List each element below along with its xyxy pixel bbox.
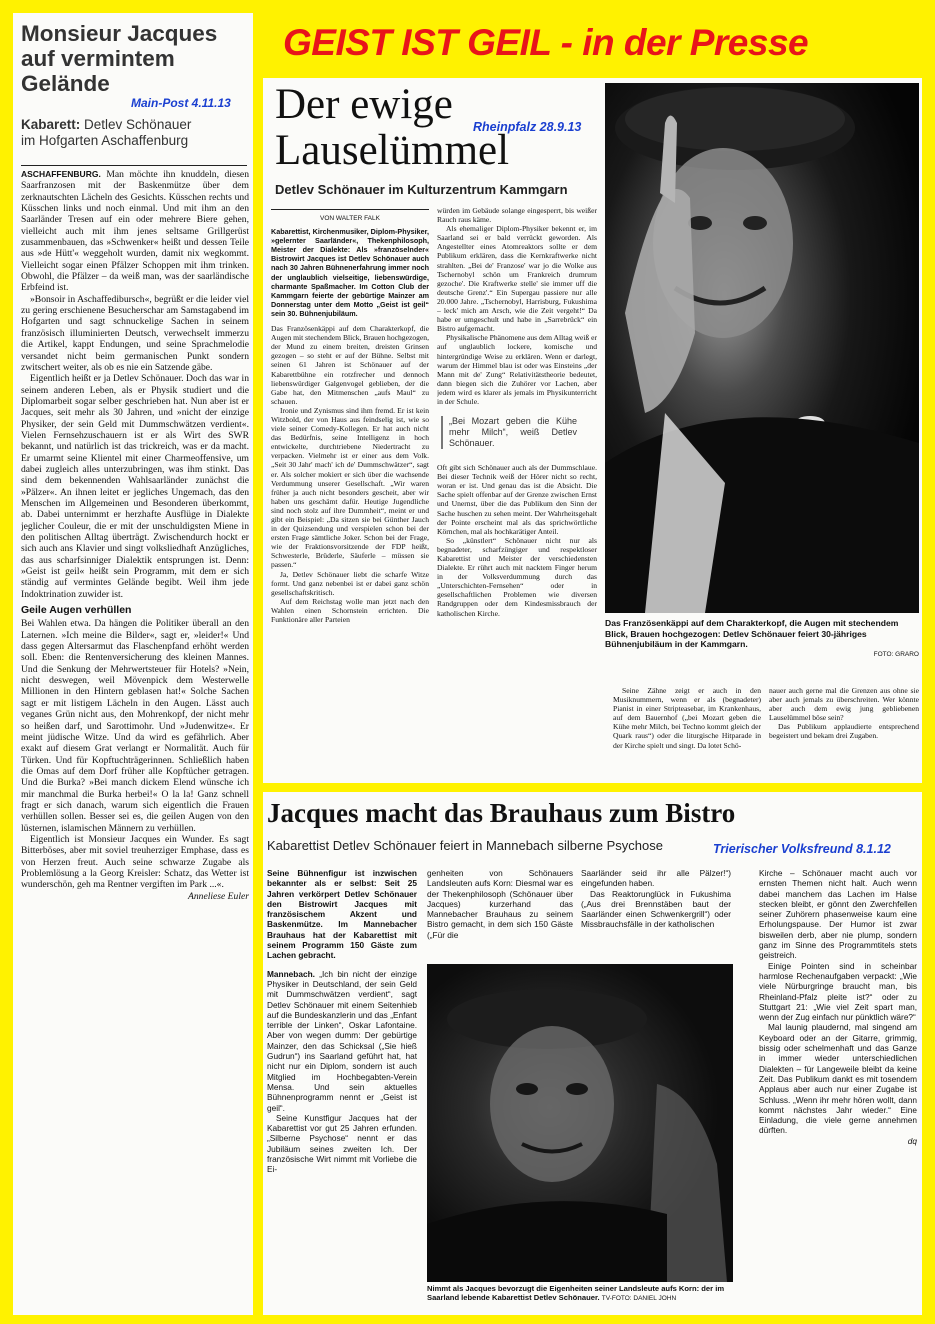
- rheinpfalz-column-2: würden im Gebäude solange eingesperrt, bis weißer Rauch raus käme. Als ehemaliger Diplom-Physiker bekennt er, im Saarland sei er bald verrückt geworden. Als Angestellter eines Atomreaktors sollte er dem Publikum erklären, dass die Kernkraftwerke nicht strahlten. „Bei de' Franzose' war jo die Wolke aus Tschernobyl schön um Frankreich drumrum gezoche'. Die Kraftwerke stelle' sie immer uff die deutsche Grenz'.“ Ein Supergau passiere nur alle 20.000 Jahre. „Tschernobyl, Harrisburg, Fukushima – leck' mich am Arsch, wie die Zeit vergeht!“ Da habe er umgeschult und habe in „Sarrebrück“ ein Bistro aufgemacht. Physikalische Phänomene aus dem Alltag weiß er auf unglaublich lockere, komische und hintergründige Weise zu erklären. Wenn er darlegt, warum der Himmel blau ist oder was Einsteins „der Mann mit de' Zung“ Relativitätstheorie bedeutet, dann biegen sich die Zuhörer vor Lachen, aber jedem wird es klarer als jemals im Physikunterricht in der Schule. „Bei Mozart geben die Kühe mehr Milch“, weiß Detlev Schönauer. Oft gibt sich Schönauer auch als der Dummschlaue. Bei dieser Technik weiß der Hörer nicht so recht, woran er ist. Und genau das ist die Absicht. Die Sache spielt offenbar auf der Grenze zwischen Ernst und Unernst, über die das Publikum den Sinn der Sache huschen zu sehen meint. Der Wahrheitsgehalt der Pointe erscheint mal als das sprichwörtliche Körnchen, mal als hochkarätiger Anteil. So „künstlert“ Schönauer nicht nur als begnadeter, scharfzüngiger und respektloser Kabarettist und Meister der verschiedensten Dialekte. Er rührt auch mit nacktem Finger herum in der Volksverdummung durch das „Unterschichten-Fernsehen“ oder in gesellschaftlichen Problemen wie diversen Randgruppen oder dem Kindesmissbrauch der katholischen Kirche.: [437, 206, 597, 618]
- rheinpfalz-article: [263, 78, 922, 783]
- mainpost-headline: Monsieur Jacques auf vermintem Gelände: [21, 21, 218, 96]
- rheinpfalz-photo: [605, 83, 919, 613]
- mainpost-author: Anneliese Euler: [187, 890, 249, 902]
- man-with-beret-image: [605, 83, 919, 613]
- rheinpfalz-caption: Das Französenkäppi auf dem Charakterkopf, die Augen mit stechendem Blick, Brauen hochgezogen: Detlev Schönauer feiert 30-jähriges Bühnenjubiläum in der Kammgarn. FOTO: GRARO: [605, 618, 919, 658]
- mainpost-subhead2: Geile Augen verhüllen: [21, 604, 132, 617]
- volksfreund-column-1: Seine Bühnenfigur ist inzwischen bekannter als er selbst: Seit 25 Jahren verkörpert Detlev Schönauer den Bistrowirt Jacques mit französischem Akzent und Baskenmütze. Im Mannebacher Brauhaus hat der Kabarettist mit seinem Programm 150 Gäste zum Lachen gebracht. Mannebach. „Ich bin nicht der einzige Physiker in Deutschland, der sein Geld mit Dummschwätzen verdient“, sagt Detlev Schönauer mit einem Seitenhieb auf die Bundeskanzlerin und das „Enfant terrible der Linken“, Oskar Lafontaine. Aber von wegen dumm: Der gebürtige Mainzer, den das Schicksal („Sie hieß Gudrun“) ins Saarland geführt hat, hat nicht nur ein Diplom, sondern ist auch Mitglied im Hochbegabten-Verein Mensa. Und sein aktuelles Bühnenprogramm nennt er „Geist ist geil“. Seine Kunstfigur Jacques hat der Kabarettist vor gut 25 Jahren erfunden. „Silberne Psychose“ nennt er das Jubiläum seines zweiten Ich. Der französische Wirt nimmt mit Vorliebe die Ei-: [267, 868, 417, 1175]
- volksfreund-column-2: genheiten von Schönauers Landsleuten aufs Korn: Diesmal war es der Thekenphilosoph (Schönauer über Jacques) kurzerhand das Mannebacher Brauhaus zu seinem Bistro gemacht, in dem sich 150 Gäste („Für die: [427, 868, 573, 940]
- mainpost-article: [13, 13, 253, 1315]
- mainpost-body: ASCHAFFENBURG. Man möchte ihn knuddeln, diesen Saarfranzosen mit der Baskenmütze über dem zerknautschten Lächeln des Gesichts. Küsschen rechts und Küsschen links und noch einmal. Und mit ihm an den Saarländer Tresen auf ein oder mehrere Biere gehen, vielleicht auch mit ihm jenes seltsame Grillgerüst zusammenbauen, das »Schwenker« heißt und dessen Teile aus »de Hütt'« weggeholt wurden, damit nix wegkommt. Vielleicht sogar einen Pfälzer Schoppen mit ihm trinken. Obwohl, die Pfälzer – da weiß man, was der saarländische Erbfeind ist. »Bonsoir in Aschaffedibursch«, begrüßt er die leider viel zu gering erschienene Besucherschar am Samstagabend im Hofgarten und sagt schnuckelige Sachen in seinem französisch illuminierten Deutsch, verwechselt immerzu die Artikel, kappt Endungen, und seine Sprachmelodie versandet nicht beim germanischen Punkt sondern zwitschert weiter, als ob es nie ein Satzende gäbe. Eigentlich heißt er ja Detlev Schönauer. Doch das war in seinem anderen Leben, als er Physik studiert und die Diplomarbeit sogar selber geschrieben hat. Nun aber ist er Jacques, seit mehr als 30 Jahren, und »nicht der einzige Physiker, der sein Geld mit Dummschwätzen verdient«. Vielen Fernsehzuschauern ist er als Wirt des SWR bekannt, und natürlich ist das trickreich, was er da macht. Er umarmt seine Klientel mit einer Charmeoffensive, um dabei zugleich alles unterzubringen, was ihm stinkt. Das sind dem bekennenden Wahlsaarländer zunächst die »Pälzer«. An ihnen leitet er jegliches Ungemach, das den Menschen im Allgemeinen und Besonderen überkommt, ab. Dabei unternimmt er herzhafte Ausflüge in Dialekte jeglicher Couleur, die er mit der unschuldigsten Miene in den politischen Alltag überträgt. Zwischendurch hockt er sich auch ans Klavier und singt volksliedhaft Anzügliches, das aus scharfsinniger Dialektik entsprungen ist. Denn: »Geist ist geil« heißt sein Programm, mit dem er sich ständig auf vermintes Gelände begibt. Weil ihm jede Indoktrination zuwider ist. Geile Augen verhüllen Bei Wahlen etwa. Da hängen die Politiker überall an den Laternen. »Ich meine die Bilder«, sagt er, »leider!« Und dass gegen Altersarmut das Flaschenpfand erhöht werden soll. Eben: die Rentenversicherung des kleinen Mannes. Und die Senkung der Mehrwertsteuer für Hotels? »Nein, nicht deswegen, weil Mövenpick dem Westerwelle Millionen in den Hintern geblasen hat!« Solche Sachen sagt er mit listigem Lächeln in den Augen. Lässt auch veganes Grün nicht aus, den Mohrenkopf, der nicht mehr so heißen darf, und Sarottimohr. Und »Judenwitze«. Er meint jüdische Witze. Und da wird es gefährlich. Aber exakt auf diesem Grat verlangt er Normalität. Auch für Türken. Und für Kopftuchträgerinnen. Schließlich haben die Omas auf dem Dorf früher alle Kopftücher getragen. Und die Burka? »Bei manch dickem Elend wünsche ich mir manchmal die Burka herbei!« O la la! Ganz schnell fragt er sich danach, warum sich eigentlich die Frauen verhüllen sollen. Besser sei es, die geilen Augen von den lüsternen, islamischen Männern zu verhüllen. Eigentlich ist Monsieur Jacques ein Wunder. Es sagt Bitterböses, aber mit soviel treuherziger Emphase, dass es von Herzen freut. Auch seine schwarze Zugabe als Problemlösung a la Georg Kreisler: Schatz, das Wetter ist wunderschön, geh ma Rentner vergiften im Park ...«. Anneliese Euler: [21, 169, 249, 902]
- volksfreund-article: [263, 792, 922, 1315]
- volksfreund-headline: Jacques macht das Brauhaus zum Bistro: [267, 798, 736, 828]
- volksfreund-caption: Nimmt als Jacques bevorzugt die Eigenheiten seiner Landsleute aufs Korn: der im Saarland lebende Kabarettist Detlev Schönauer. TV-FOTO: DANIEL JOHN: [427, 1284, 725, 1303]
- volksfreund-column-3: Saarländer seid ihr alle Pälzer!“) eingefunden haben. Das Reaktorunglück in Fukushima („Aus drei Brennstäben baut der Saarländer einen Schwenkergrill“) oder Missbrauchsfälle in der katholischen: [581, 868, 731, 930]
- rheinpfalz-column-1: VON WALTER FALK Kabarettist, Kirchenmusiker, Diplom-Physiker, »gelernter Saarländer«, Thekenphilosoph, Meister der Dialekte: Als »französelnder« Bistrowirt Jacques ist Detlev Schönauer auch nach 30 Jahren Bühnenerfahrung immer noch der unglaublich vielseitige, liebenswürdige, charmante Spaßmacher. Im Cotton Club der Kammgarn feierte der gebürtige Mainzer am Donnerstag unter dem Motto „Geist ist geil“ sein 30. Bühnenjubiläum. Das Französenkäppi auf dem Charakterkopf, die Augen mit stechendem Blick, Brauen hochgezogen, der Mund zu einem breiten, dreisten Grinsen gezogen – so steht er auf der Bühne. Selbst mit seinen 61 Jahren ist Schönauer auf der Kabarettbühne ein rotzfrecher und dennoch liebenswürdiger Galgenvogel geblieben, der die Gabe hat, den Mitmenschen „aufs Maul“ zu schauen. Ironie und Zynismus sind ihm fremd. Er ist kein Witzbold, der von Haus aus feindselig ist, wie so viele seiner Comedy-Kollegen. Er hat auch nicht das Bedürfnis, seine Intelligenz in hoch entwickelte, durchtriebene Niedertracht zu verpacken. Vielmehr ist er einer aus dem Volk. „Seit 30 Jahr' mach' ich de' Dummschwätzer“, sagt er. Als solcher mokiert er sich über die wachsende Verdummung unserer Gesellschaft. „Wir waren früher ja auch nicht besonders gescheit, aber wir haben uns geschämt dafür. Heutige Jugendliche sind noch stolz auf ihre Dummheit“, meint er und gibt ein Beispiel: „Da sitzen sie bei Günther Jauch in der Quizsendung und verspielen schon bei der ersten Frage sämtliche Joker. Schon bei der Frage, wie der Fraktionsvorsitzende der FDP heißt, Schwesterle, Brüderle, Säuferle – müssen sie passen.“ Ja, Detlev Schönauer liebt die scharfe Witze formt. Und ganz nebenbei ist er dabei ganz schön gesellschaftskritisch. Auf dem Reichstag wolle man jetzt nach den Wahlen einen Schornstein errichten. Die Funktionäre aller Parteien: [271, 203, 429, 781]
- volksfreund-subhead: Kabarettist Detlev Schönauer feiert in Mannebach silberne Psychose: [267, 838, 663, 853]
- rheinpfalz-source: Rheinpfalz 28.9.13: [473, 120, 582, 134]
- rheinpfalz-subhead: Detlev Schönauer im Kulturzentrum Kammgarn: [275, 182, 568, 197]
- volksfreund-photo: [427, 964, 733, 1282]
- press-banner-title: GEIST IST GEIL - in der Presse: [283, 22, 809, 63]
- rheinpfalz-headline: Der ewige Lauselümmel: [275, 81, 510, 174]
- rheinpfalz-pullquote: „Bei Mozart geben die Kühe mehr Milch“, weiß Detlev Schönauer.: [441, 416, 577, 449]
- volksfreund-source: Trierischer Volksfreund 8.1.12: [713, 842, 891, 856]
- mainpost-subhead: Kabarett: Detlev Schönauer im Hofgarten Aschaffenburg: [21, 117, 192, 148]
- rheinpfalz-column-4: nauer auch gerne mal die Grenzen aus ohne sie aber auch jemals zu überschreiten. Wer könnte aber auch dem ewig jung gebliebenen Lauselümmel böse sein? Das Publikum applaudierte entsprechend begeistert und bekam drei Zugaben.: [769, 686, 919, 741]
- mainpost-source: Main-Post 4.11.13: [131, 96, 231, 110]
- rheinpfalz-column-3: Seine Zähne zeigt er auch in den Musiknummern, wenn er als (begnadeter) Pianist in einer Stripteasebar, im Krankenhaus, auf dem Bauernhof („bei Mozart geben die Kühe mehr Milch, bei Techno kommt gleich der Quark raus“) oder die liturgische Hitparade in der Kirche spielt und singt. Da lotet Schö-: [613, 686, 761, 750]
- volksfreund-column-4: Kirche – Schönauer macht auch vor ernsten Themen nicht halt. Auch wenn dabei manchem das Lachen im Halse stecken bleibt, er gönnt den Zwerchfellen seiner Zuhörern phasenweise kaum eine Erholungspause. Der Humor ist zwar bisweilen derb, aber nie plump, sondern ganz im Sinne des Programmtitels stets geistreich. Einige Pointen sind in scheinbar harmlose Rechenaufgaben verpackt: „Wie viele Nürburgringe braucht man, bis Rheinland-Pfalz pleite ist?“ oder zu Stuttgart 21: „Wie viel Zeit spart man, wenn der Zug einfach nur pünktlich wäre?“ Mal launig plaudernd, mal singend am Keyboard oder an der Gitarre, grimmig, bissig oder schelmenhaft und das Ganze in immer wieder unterschiedlichen Dialekten – für Langeweile bleibt da keine Zeit. Das Publikum dankt es mit tosendem Applaus aber auch nur einer Zugabe ist Schluss. „Wenn ihr mehr hören wollt, dann kommt nächstes Jahr wieder.“ Eine Einladung, die viele gerne annehmen dürften. dq: [759, 868, 917, 1146]
- man-portrait-image: [427, 964, 733, 1282]
